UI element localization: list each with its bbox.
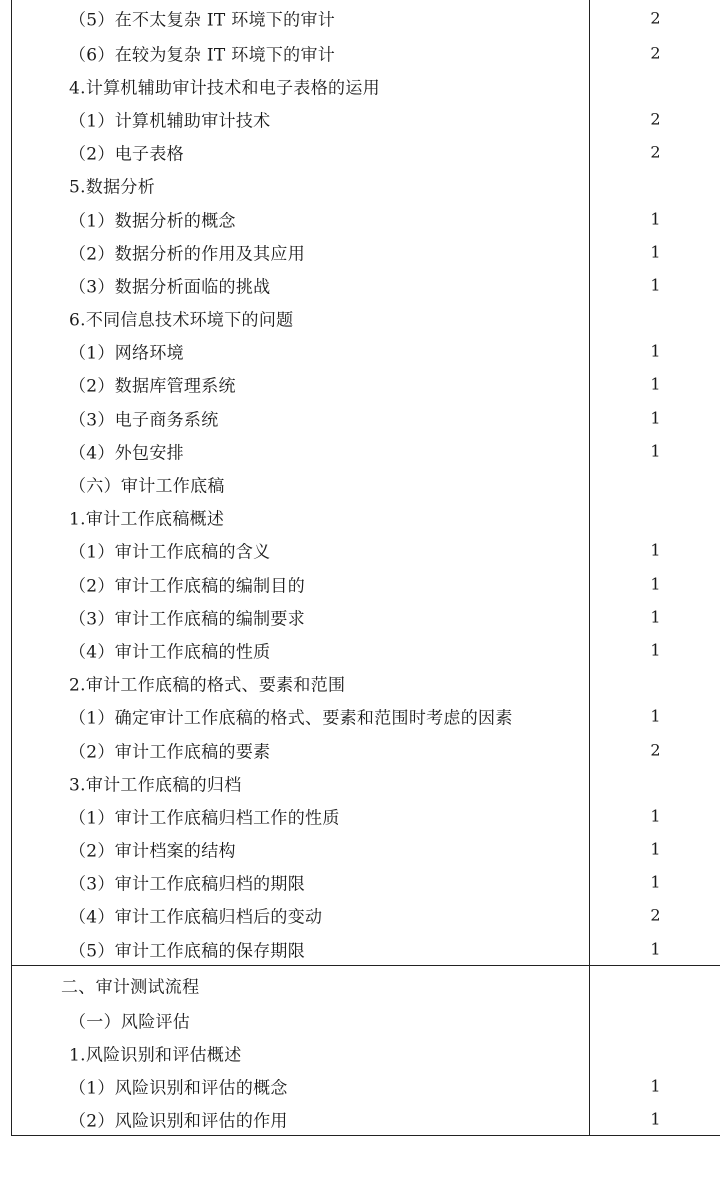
row-label: （1）确定审计工作底稿的格式、要素和范围时考虑的因素 xyxy=(69,708,513,729)
row-label: （1）计算机辅助审计技术 xyxy=(69,111,271,132)
row-hours: 1 xyxy=(650,1109,661,1129)
row-label: 1.风险识别和评估概述 xyxy=(69,1045,242,1066)
row-label: 5.数据分析 xyxy=(69,177,156,198)
table-row xyxy=(12,633,720,666)
row-label: （2）电子表格 xyxy=(69,144,184,165)
row-label: 二、审计测试流程 xyxy=(61,977,200,998)
table-row xyxy=(12,235,720,268)
row-label: （1）审计工作底稿归档工作的性质 xyxy=(69,808,340,829)
row-hours: 1 xyxy=(650,275,661,295)
row-label: （2）审计档案的结构 xyxy=(69,841,236,862)
table-row xyxy=(12,302,720,335)
syllabus-table xyxy=(11,0,720,1136)
row-label: （1）数据分析的概念 xyxy=(69,211,236,232)
row-label: （一）风险评估 xyxy=(69,1012,191,1033)
table-row xyxy=(12,368,720,401)
table-row xyxy=(12,169,720,202)
row-hours: 1 xyxy=(650,374,661,394)
row-hours: 1 xyxy=(650,706,661,726)
table-row xyxy=(12,1069,720,1102)
table-row xyxy=(12,799,720,832)
table-row xyxy=(12,733,720,766)
row-label: （6）在较为复杂 IT 环境下的审计 xyxy=(69,45,336,66)
table-row xyxy=(12,136,720,169)
row-label: （4）外包安排 xyxy=(69,443,184,464)
table-row xyxy=(12,833,720,866)
table-section xyxy=(12,965,720,1135)
row-label: 4.计算机辅助审计技术和电子表格的运用 xyxy=(69,78,380,99)
table-row xyxy=(12,401,720,434)
row-label: （1）网络环境 xyxy=(69,343,184,364)
row-hours: 1 xyxy=(650,441,661,461)
row-label: （2）审计工作底稿的编制目的 xyxy=(69,576,306,597)
row-hours: 2 xyxy=(650,142,661,162)
row-hours: 1 xyxy=(650,872,661,892)
row-label: 2.审计工作底稿的格式、要素和范围 xyxy=(69,675,346,696)
table-row xyxy=(12,202,720,235)
row-hours: 1 xyxy=(650,209,661,229)
table-row xyxy=(12,1003,720,1036)
table-row xyxy=(12,268,720,301)
row-label: 1.审计工作底稿概述 xyxy=(69,509,225,530)
table-section xyxy=(12,0,720,965)
table-row xyxy=(12,600,720,633)
table-row xyxy=(12,36,720,69)
row-hours: 2 xyxy=(650,8,661,28)
row-label: （2）数据分析的作用及其应用 xyxy=(69,244,306,265)
row-hours: 1 xyxy=(650,939,661,959)
row-hours: 2 xyxy=(650,740,661,760)
table-row xyxy=(12,467,720,500)
table-row xyxy=(12,102,720,135)
table-row xyxy=(12,0,720,36)
table-row xyxy=(12,932,720,965)
row-label: （3）电子商务系统 xyxy=(69,410,219,431)
row-hours: 1 xyxy=(650,574,661,594)
table-row xyxy=(12,434,720,467)
row-hours: 1 xyxy=(650,341,661,361)
row-label: （3）审计工作底稿归档的期限 xyxy=(69,874,306,895)
table-row xyxy=(12,899,720,932)
row-label: （2）数据库管理系统 xyxy=(69,376,236,397)
row-label: （3）数据分析面临的挑战 xyxy=(69,277,271,298)
row-label: （六）审计工作底稿 xyxy=(69,476,225,497)
row-hours: 1 xyxy=(650,242,661,262)
row-hours: 1 xyxy=(650,540,661,560)
row-label: （1）风险识别和评估的概念 xyxy=(69,1078,288,1099)
table-row xyxy=(12,667,720,700)
row-hours: 2 xyxy=(650,905,661,925)
row-label: 6.不同信息技术环境下的问题 xyxy=(69,310,294,331)
table-row xyxy=(12,501,720,534)
table-row xyxy=(12,567,720,600)
row-label: （2）审计工作底稿的要素 xyxy=(69,742,271,763)
table-row xyxy=(12,1102,720,1135)
row-label: （3）审计工作底稿的编制要求 xyxy=(69,609,306,630)
table-row xyxy=(12,700,720,733)
table-row xyxy=(12,866,720,899)
row-hours: 1 xyxy=(650,806,661,826)
row-hours: 2 xyxy=(650,43,661,63)
row-label: （5）审计工作底稿的保存期限 xyxy=(69,941,306,962)
row-label: （5）在不太复杂 IT 环境下的审计 xyxy=(69,10,336,31)
row-label: （4）审计工作底稿的性质 xyxy=(69,642,271,663)
row-label: 3.审计工作底稿的归档 xyxy=(69,775,242,796)
row-label: （4）审计工作底稿归档后的变动 xyxy=(69,907,323,928)
table-row xyxy=(12,1036,720,1069)
table-row xyxy=(12,534,720,567)
row-hours: 1 xyxy=(650,607,661,627)
table-row xyxy=(12,766,720,799)
row-hours: 1 xyxy=(650,1076,661,1096)
row-hours: 1 xyxy=(650,839,661,859)
table-row xyxy=(12,69,720,102)
row-hours: 1 xyxy=(650,640,661,660)
row-label: （1）审计工作底稿的含义 xyxy=(69,542,271,563)
table-row xyxy=(12,966,720,1003)
row-hours: 2 xyxy=(650,109,661,129)
row-label: （2）风险识别和评估的作用 xyxy=(69,1111,288,1132)
row-hours: 1 xyxy=(650,408,661,428)
table-row xyxy=(12,335,720,368)
